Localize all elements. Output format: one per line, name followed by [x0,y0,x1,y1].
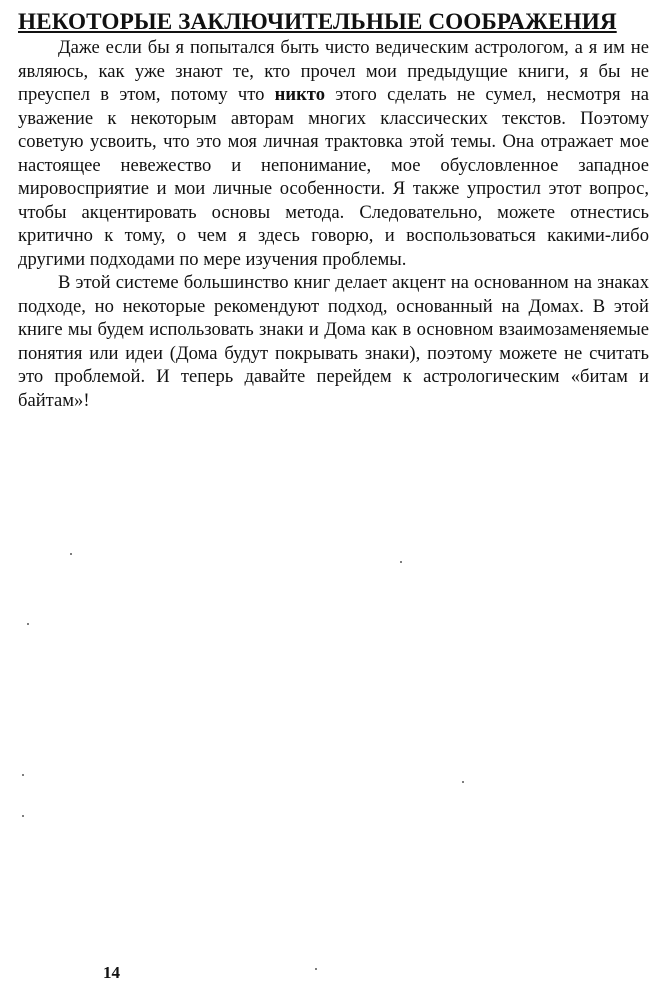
scan-speck [400,561,402,563]
paragraph-1-emphasis: никто [274,84,325,105]
paragraph-1-start: Даже если бы я попытался быть чисто ведическим астрологом, а я им не являюсь, как уже знают те, кто прочел мои предыдущие книги, я бы не преуспел в этом, потому что [18,37,649,105]
scan-speck [27,623,29,625]
body-text [18,36,649,412]
paragraph-1-end: этого сделать не сумел, несмотря на уважение к некоторым авторам многих классических текстов. Поэтому советую усвоить, что это моя личная трактовка этой темы. Она отражает мое настоящее невежество и непонимание, мое обусловленное западное мировосприятие и мои личные особенности. Я также упростил этот вопрос, чтобы акцентировать основы метода. Следовательно, можете отнестись критично к тому, о чем я здесь говорю, и воспользоваться какими-либо другими подходами по мере изучения проблемы. [18,84,650,270]
section-heading: НЕКОТОРЫЕ ЗАКЛЮЧИТЕЛЬНЫЕ СООБРАЖЕНИЯ [18,9,617,35]
scan-speck [70,553,72,555]
paragraph-2: В этой системе большинство книг делает акцент на основанном на знаках подходе, но некоторые рекомендуют подход, основанный на Домах. В этой книге мы будем использовать знаки и Дома как в основном взаимозаменяемые понятия или идеи (Дома будут покрывать знаки), поэтому можете не считать это проблемой. И теперь давайте перейдем к астрологическим «битам и байтам»! [18,272,649,411]
page-number: 14 [103,963,120,982]
scan-speck [22,815,24,817]
paragraph-1 [18,36,649,271]
scan-speck [315,968,317,970]
scan-speck [462,781,464,783]
scan-speck [22,774,24,776]
